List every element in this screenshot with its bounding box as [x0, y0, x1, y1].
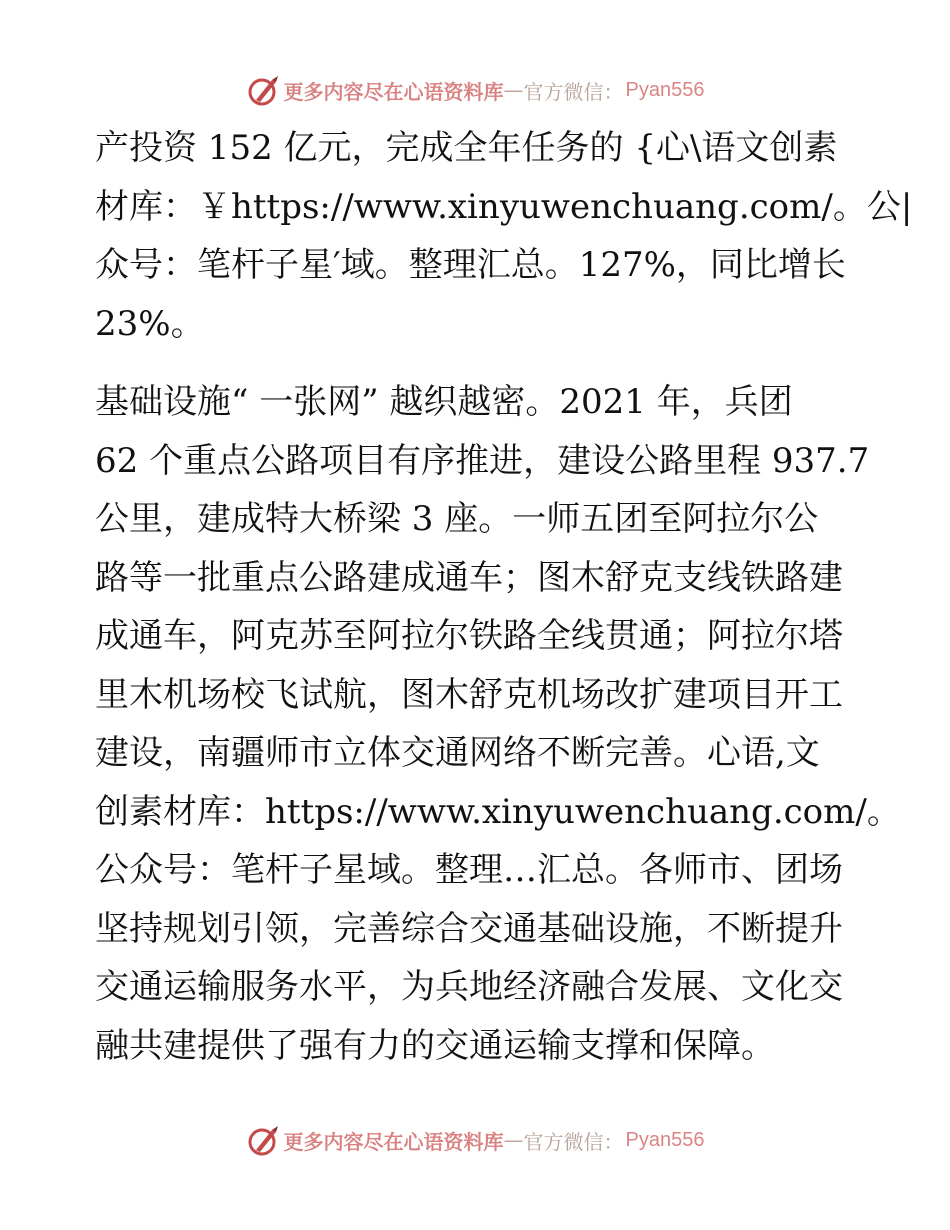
text-line: 基础设施“ 一张网” 越织越密。2021 年，兵团 [95, 382, 793, 422]
text-line: 公众号：笔杆子星域。整理…汇总。各师市、团场 [95, 850, 843, 890]
banner-dash: — [503, 78, 524, 102]
text-line: 创素材库：https://www.xinyuwenchuang.com/。 [95, 791, 901, 832]
banner-slogan: 更多内容尽在心语资料库 [283, 79, 504, 104]
text-line: 坚持规划引领，完善综合交通基础设施，不断提升 [95, 908, 843, 949]
text-line: 里木机场校飞试航，图木舒克机场改扩建项目开工 [95, 674, 843, 715]
paragraph-1 [95, 119, 913, 353]
text-line: 公里，建成特大桥梁 3 座。一师五团至阿拉尔公 [95, 499, 819, 539]
quill-pen-logo-icon [246, 72, 282, 108]
text-line: 23%。 [95, 303, 205, 344]
banner-wechat-id: Pyan556 [625, 1128, 705, 1151]
text-line: 材库：￥https://www.xinyuwenchuang.com/。公| [95, 186, 913, 227]
footer-banner [0, 1122, 950, 1158]
banner-slogan: 更多内容尽在心语资料库 [283, 1129, 504, 1154]
text-line: 62 个重点公路项目有序推进，建设公路里程 937.7 [95, 440, 870, 481]
paragraph-2 [95, 373, 901, 1075]
text-line: 建设，南疆师市立体交通网络不断完善。心语,文 [95, 733, 820, 773]
header-banner [0, 72, 950, 108]
banner-wechat-label: 官方微信： [523, 79, 624, 104]
text-line: 融共建提供了强有力的交通运输支撑和保障。 [95, 1025, 775, 1066]
text-line: 路等一批重点公路建成通车；图木舒克支线铁路建 [95, 557, 843, 598]
document-body [95, 119, 913, 1075]
banner-wechat-label: 官方微信： [523, 1129, 624, 1154]
text-line: 成通车，阿克苏至阿拉尔铁路全线贯通；阿拉尔塔 [95, 616, 843, 656]
text-line: 交通运输服务水平，为兵地经济融合发展、文化交 [95, 967, 843, 1007]
text-line: 产投资 152 亿元，完成全年任务的 {心\语文创素 [95, 128, 838, 168]
quill-pen-logo-icon [246, 1122, 282, 1158]
text-line: 众号：笔杆子星′域。整理汇总。127%，同比增长 [95, 245, 846, 285]
banner-dash: — [503, 1128, 524, 1152]
banner-wechat-id: Pyan556 [625, 78, 705, 101]
